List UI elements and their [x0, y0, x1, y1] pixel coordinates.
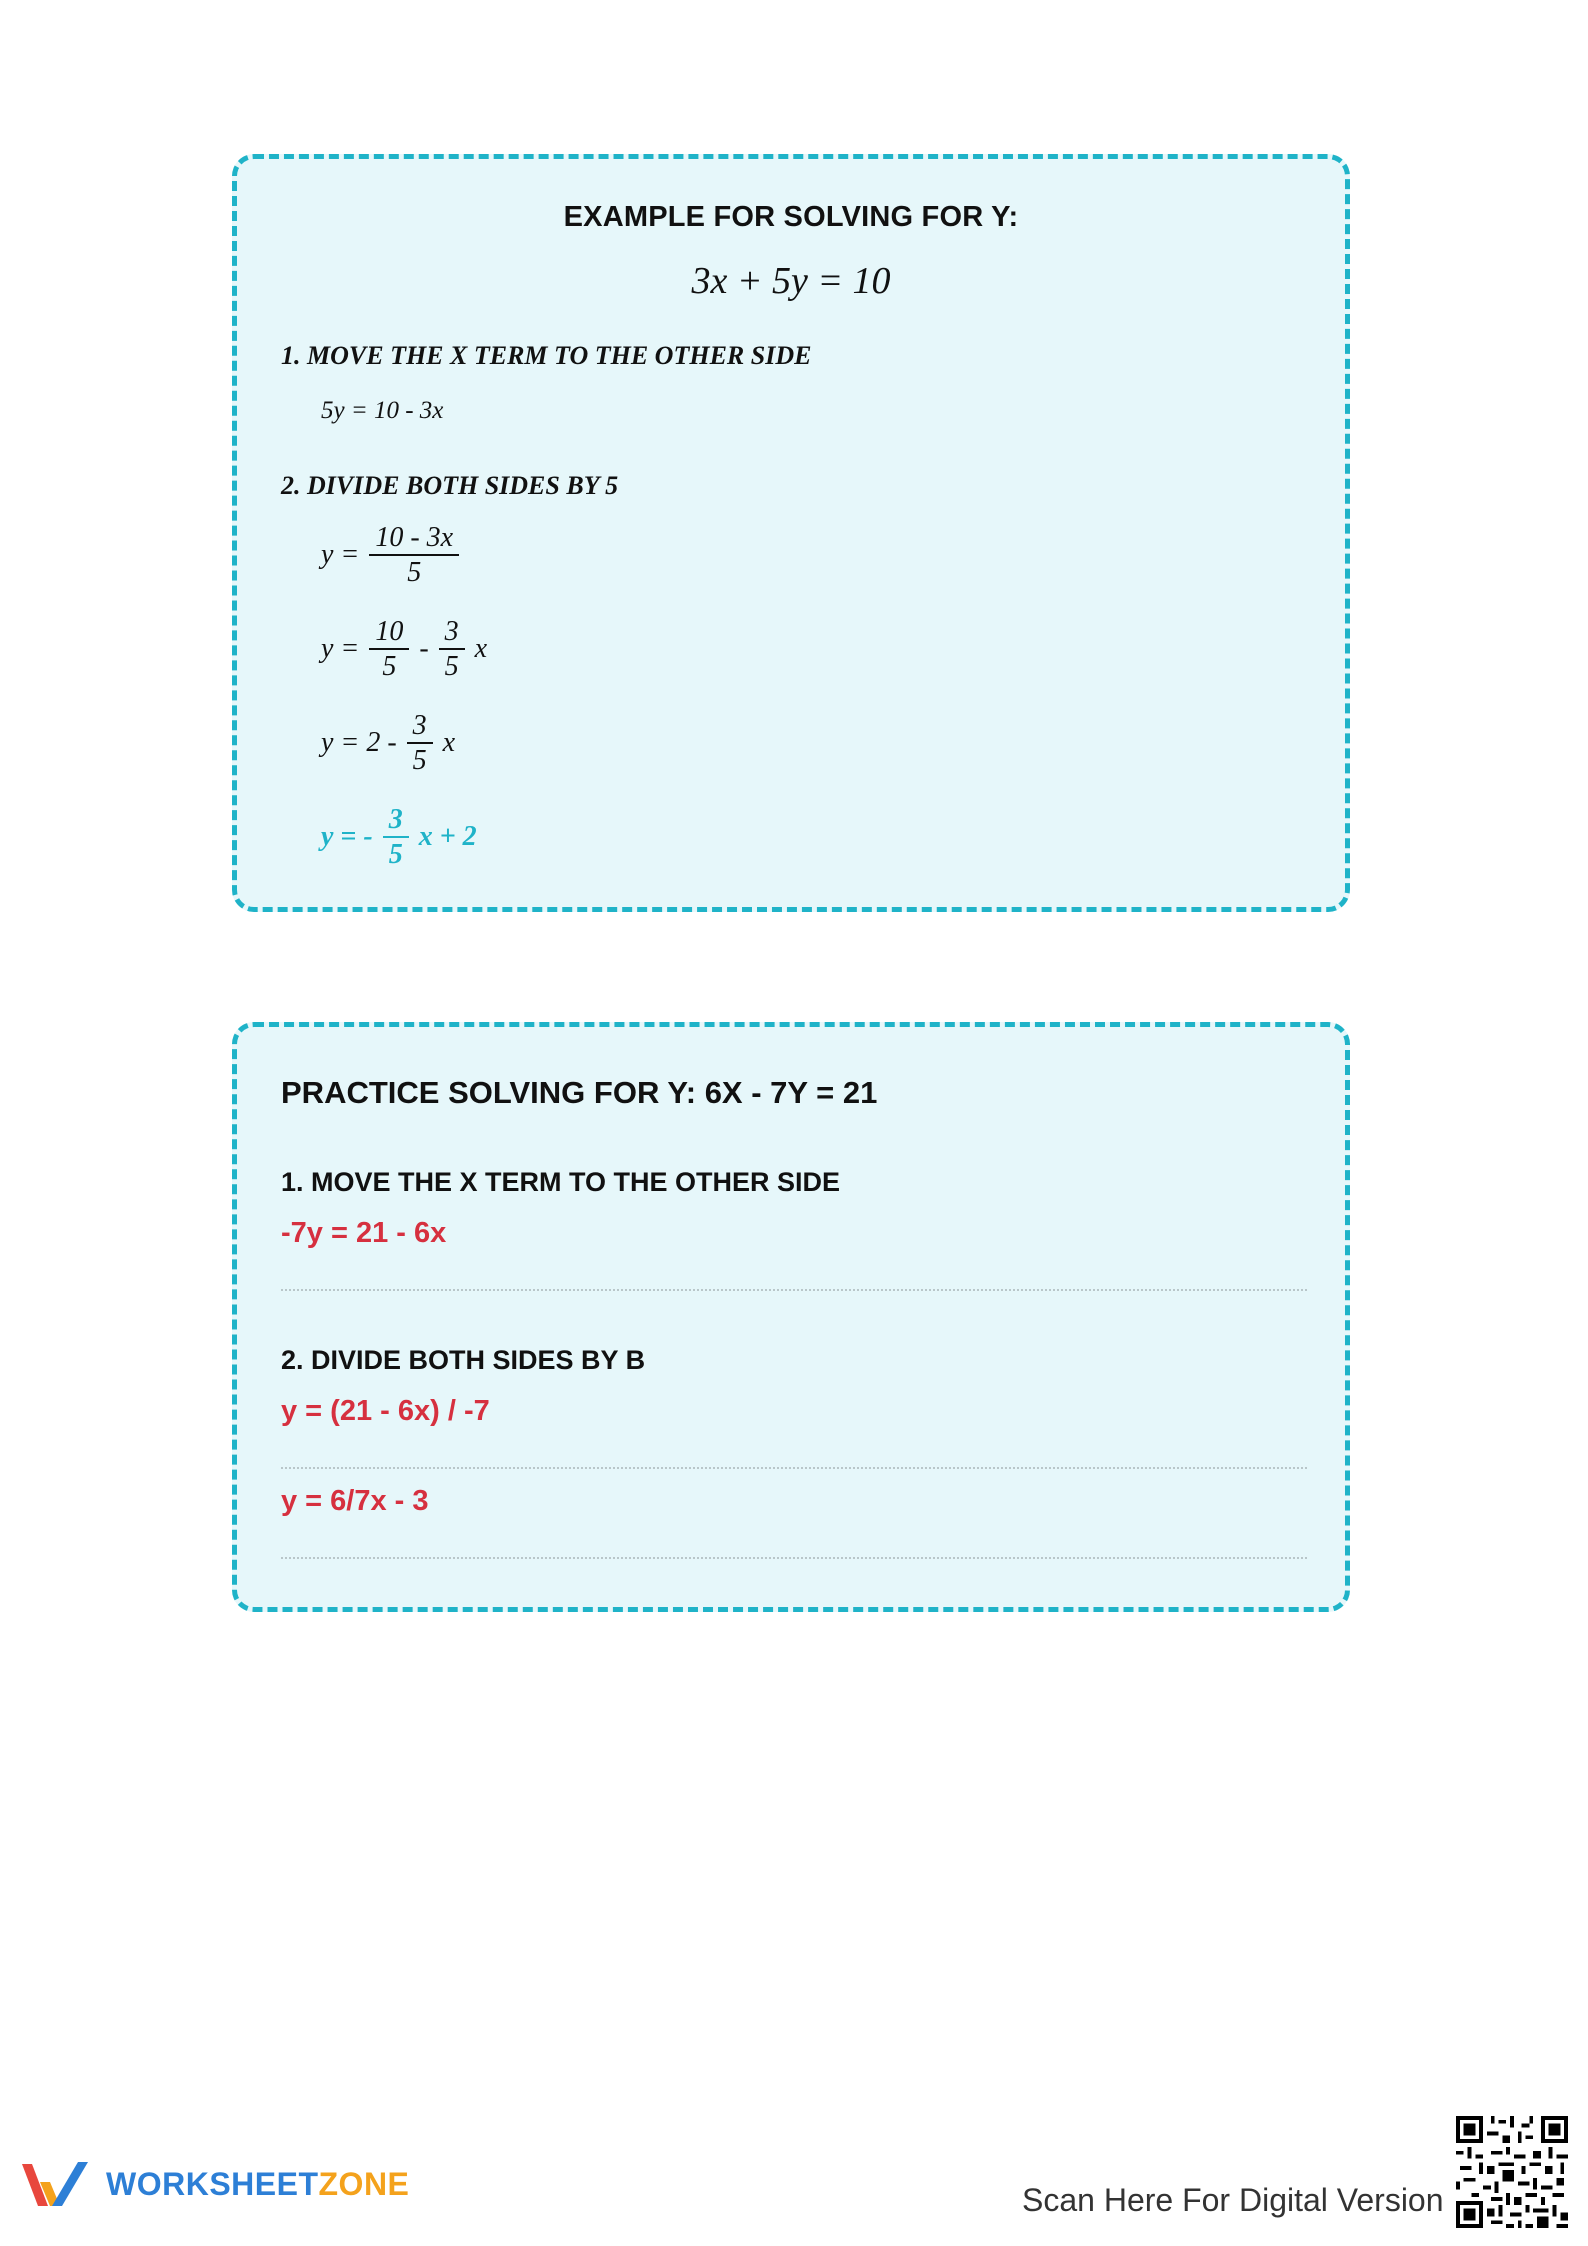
line4-numerator: 3: [383, 805, 409, 838]
scan-caption: Scan Here For Digital Version: [1022, 2182, 1444, 2218]
answer-line: [281, 1557, 1307, 1559]
line2-variable: x: [474, 633, 488, 664]
answer-line: [281, 1289, 1307, 1291]
practice-title: PRACTICE SOLVING FOR Y: 6X - 7Y = 21: [281, 1075, 878, 1110]
qr-code-icon: [1456, 2116, 1568, 2228]
line2-numerator2: 3: [439, 617, 465, 650]
practice-step2-answer2: y = 6/7x - 3: [281, 1485, 429, 1517]
example-title: EXAMPLE FOR SOLVING FOR Y:: [563, 201, 1019, 233]
line2-denominator1: 5: [382, 651, 397, 682]
logo-mark-icon: [18, 2156, 92, 2212]
line2-operator: -: [419, 633, 429, 664]
example-step2-title: 2. DIVIDE BOTH SIDES BY 5: [281, 471, 619, 500]
line4-lhs: y = -: [321, 821, 373, 852]
worksheetzone-logo: [18, 2154, 409, 2214]
practice-step2-title: 2. DIVIDE BOTH SIDES BY B: [281, 1345, 646, 1375]
line4-fraction: [383, 805, 409, 870]
line1-lhs: y =: [321, 539, 360, 570]
example-card: [232, 154, 1350, 912]
line3-numerator: 3: [407, 711, 433, 744]
example-step1-title: 1. MOVE THE X TERM TO THE OTHER SIDE: [281, 341, 812, 370]
example-step2-final-answer: [321, 799, 477, 875]
logo-wordmark: WORKSHEETZONE: [106, 2165, 410, 2202]
line1-fraction: [369, 523, 459, 588]
line4-rhs: x + 2: [418, 821, 477, 852]
practice-step1-title: 1. MOVE THE X TERM TO THE OTHER SIDE: [281, 1167, 841, 1197]
line2-lhs: y =: [321, 633, 360, 664]
practice-step1-answer: -7y = 21 - 6x: [281, 1217, 447, 1249]
line3-variable: x: [442, 727, 456, 758]
practice-step2-answer1: y = (21 - 6x) / -7: [281, 1395, 490, 1427]
example-step1-equation: 5y = 10 - 3x: [321, 397, 444, 424]
line3-fraction: [407, 711, 433, 776]
line2-denominator2: 5: [444, 651, 459, 682]
line3-denominator: 5: [412, 745, 427, 776]
line3-lhs: y = 2 -: [321, 727, 397, 758]
answer-line: [281, 1467, 1307, 1469]
example-step2-line1: [321, 517, 469, 593]
line1-numerator: 10 - 3x: [369, 523, 459, 556]
example-step2-line3: [321, 705, 455, 781]
example-step2-line2: [321, 611, 487, 687]
line2-fraction1: [369, 617, 409, 682]
line2-numerator1: 10: [369, 617, 409, 650]
line4-denominator: 5: [388, 839, 403, 870]
line2-fraction2: [439, 617, 465, 682]
practice-card: [232, 1022, 1350, 1612]
example-equation: 3x + 5y = 10: [691, 260, 891, 302]
line1-denominator: 5: [407, 557, 422, 588]
